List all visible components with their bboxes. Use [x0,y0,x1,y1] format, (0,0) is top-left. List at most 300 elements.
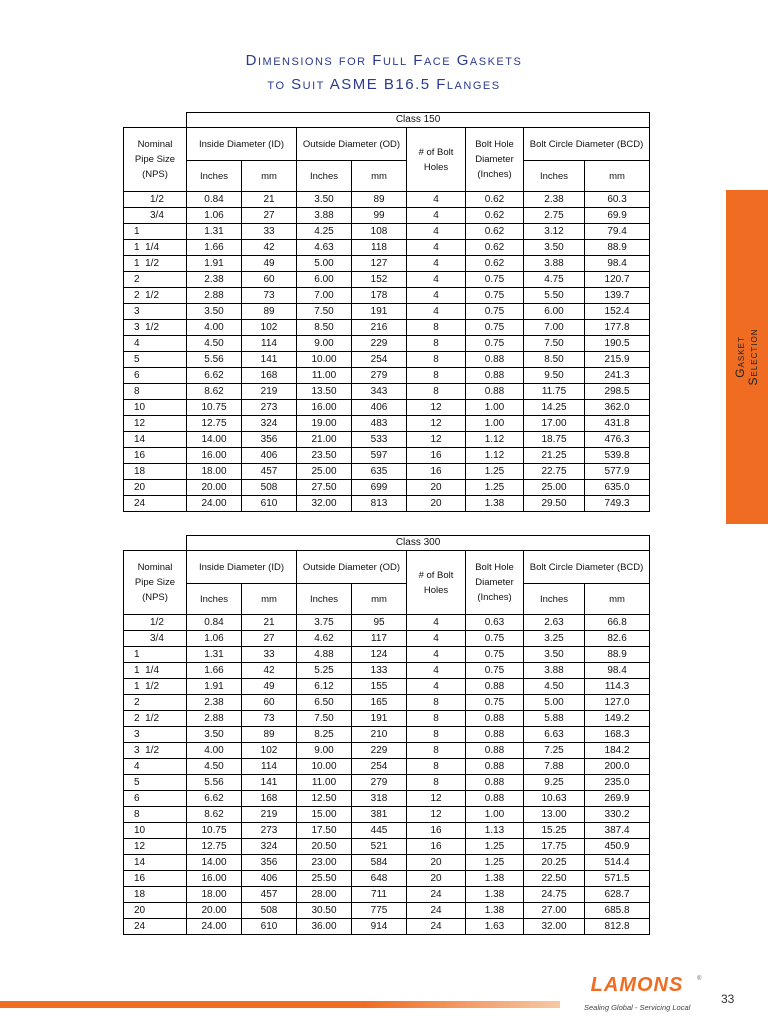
table-cell: 330.2 [585,807,650,823]
nps-cell: 18 [124,887,187,903]
table-cell: 699 [352,480,407,496]
table-cell: 4 [407,304,466,320]
table-cell: 7.88 [524,759,585,775]
table-cell: 3.88 [524,256,585,272]
table-cell: 20.00 [187,903,242,919]
table-row [124,839,650,855]
table-cell: 5.50 [524,288,585,304]
table-cell: 483 [352,416,407,432]
table-cell: 457 [242,887,297,903]
table-row [124,352,650,368]
table-cell: 381 [352,807,407,823]
nps-cell: 3/4 [124,631,187,647]
table-cell: 914 [352,919,407,935]
table-cell: 1.25 [466,839,524,855]
section-side-tab [726,190,768,524]
table-cell: 298.5 [585,384,650,400]
table-cell: 127 [352,256,407,272]
table-cell: 0.75 [466,336,524,352]
table-cell: 28.00 [297,887,352,903]
table-cell: 219 [242,807,297,823]
table-cell: 21 [242,615,297,631]
table-cell: 66.8 [585,615,650,631]
table-cell: 0.88 [466,791,524,807]
nps-cell: 14 [124,855,187,871]
table-cell: 273 [242,400,297,416]
table-row [124,480,650,496]
side-tab-label [734,328,760,385]
table-row [124,240,650,256]
table-row [124,304,650,320]
table-row [124,288,650,304]
table-cell: 597 [352,448,407,464]
table-cell: 19.00 [297,416,352,432]
table-cell: 69.9 [585,208,650,224]
table-cell: 343 [352,384,407,400]
bcd-header: Bolt Circle Diameter (BCD) [524,551,650,584]
nps-cell: 2 1/2 [124,288,187,304]
table-cell: 155 [352,679,407,695]
table-cell: 141 [242,352,297,368]
table-cell: 4 [407,679,466,695]
id-header: Inside Diameter (ID) [187,128,297,161]
table-cell: 88.9 [585,647,650,663]
table-cell: 124 [352,647,407,663]
nps-cell: 20 [124,903,187,919]
nps-cell: 1 1/4 [124,240,187,256]
bcd-header: Bolt Circle Diameter (BCD) [524,128,650,161]
bcd-inches-header: Inches [524,161,585,192]
table-cell: 1.91 [187,679,242,695]
table-cell: 102 [242,320,297,336]
table-cell: 4 [407,240,466,256]
table-cell: 1.38 [466,496,524,512]
table-cell: 3.75 [297,615,352,631]
table-cell: 0.75 [466,288,524,304]
nps-cell: 6 [124,791,187,807]
table-cell: 0.88 [466,743,524,759]
table-cell: 5.56 [187,775,242,791]
table-cell: 5.00 [297,256,352,272]
table-cell: 60 [242,272,297,288]
table-cell: 0.75 [466,647,524,663]
table-row [124,823,650,839]
table-cell: 577.9 [585,464,650,480]
table-cell: 1.91 [187,256,242,272]
table-row [124,631,650,647]
table-cell: 60 [242,695,297,711]
table-cell: 25.00 [297,464,352,480]
nps-cell: 16 [124,871,187,887]
table-cell: 14.25 [524,400,585,416]
table-cell: 508 [242,903,297,919]
table-row [124,256,650,272]
table-cell: 24 [407,919,466,935]
table-row [124,448,650,464]
table-cell: 152 [352,272,407,288]
nps-cell: 16 [124,448,187,464]
table-cell: 16 [407,464,466,480]
table-cell: 279 [352,775,407,791]
table-cell: 10.75 [187,400,242,416]
logo-tagline: Sealing Global - Servicing Local [584,1003,691,1012]
bcd-mm-header: mm [585,161,650,192]
table-row [124,871,650,887]
table-cell: 4 [407,256,466,272]
table-cell: 27 [242,631,297,647]
table-cell: 15.25 [524,823,585,839]
table-cell: 10.75 [187,823,242,839]
table-cell: 49 [242,679,297,695]
table-cell: 30.50 [297,903,352,919]
table-cell: 3.50 [297,192,352,208]
table-cell: 114 [242,336,297,352]
table-row [124,384,650,400]
nps-cell: 5 [124,775,187,791]
table-cell: 711 [352,887,407,903]
table-cell: 32.00 [524,919,585,935]
class-150-table [123,112,650,512]
page-subtitle: to Suit ASME B16.5 Flanges [267,76,501,93]
table-cell: 356 [242,855,297,871]
table-cell: 12 [407,400,466,416]
table-cell: 4.50 [524,679,585,695]
table-cell: 20 [407,496,466,512]
table-cell: 20 [407,871,466,887]
table-cell: 33 [242,224,297,240]
table-row [124,615,650,631]
table-cell: 168.3 [585,727,650,743]
table-cell: 476.3 [585,432,650,448]
table-cell: 17.50 [297,823,352,839]
table-cell: 120.7 [585,272,650,288]
table-cell: 1.38 [466,903,524,919]
table-row [124,695,650,711]
table-cell: 4 [407,615,466,631]
table-cell: 8 [407,384,466,400]
table-cell: 229 [352,743,407,759]
table-cell: 0.62 [466,224,524,240]
table-cell: 1.13 [466,823,524,839]
table-cell: 4.62 [297,631,352,647]
table-cell: 2.88 [187,711,242,727]
table-cell: 24 [407,887,466,903]
table-cell: 141 [242,775,297,791]
table-cell: 216 [352,320,407,336]
table-cell: 98.4 [585,256,650,272]
table-cell: 9.25 [524,775,585,791]
nps-cell: 5 [124,352,187,368]
nps-cell: 20 [124,480,187,496]
id-inches-header: Inches [187,584,242,615]
id-mm-header: mm [242,161,297,192]
table-cell: 8 [407,695,466,711]
table-cell: 3.88 [297,208,352,224]
table-row [124,272,650,288]
table-cell: 450.9 [585,839,650,855]
page-title: Dimensions for Full Face Gaskets [245,52,523,69]
table-cell: 3.50 [524,240,585,256]
table-cell: 139.7 [585,288,650,304]
table-cell: 210 [352,727,407,743]
table-cell: 168 [242,368,297,384]
table-cell: 16 [407,823,466,839]
footer-bar [0,1001,560,1008]
table-cell: 235.0 [585,775,650,791]
nps-cell: 3 1/2 [124,320,187,336]
table-cell: 165 [352,695,407,711]
table-cell: 356 [242,432,297,448]
nps-cell: 24 [124,496,187,512]
table-cell: 445 [352,823,407,839]
nps-header: Nominal Pipe Size (NPS) [124,128,187,192]
table-cell: 7.50 [297,304,352,320]
table-cell: 279 [352,368,407,384]
table-cell: 0.62 [466,256,524,272]
class-header: Class 300 [187,536,650,551]
table-cell: 533 [352,432,407,448]
nps-cell: 6 [124,368,187,384]
table-cell: 215.9 [585,352,650,368]
table-cell: 8 [407,727,466,743]
table-cell: 12 [407,807,466,823]
nps-cell: 4 [124,336,187,352]
nps-cell: 1 1/2 [124,679,187,695]
table-cell: 6.63 [524,727,585,743]
od-header: Outside Diameter (OD) [297,551,407,584]
table-cell: 2.38 [524,192,585,208]
table-cell: 89 [242,727,297,743]
table-cell: 4.88 [297,647,352,663]
table-cell: 10.00 [297,352,352,368]
table-cell: 21.00 [297,432,352,448]
table-row [124,919,650,935]
table-cell: 254 [352,759,407,775]
table-row [124,711,650,727]
table-cell: 21.25 [524,448,585,464]
table-cell: 0.84 [187,192,242,208]
table-cell: 0.63 [466,615,524,631]
nps-cell: 1 1/4 [124,663,187,679]
bcd-inches-header: Inches [524,584,585,615]
table-cell: 4.00 [187,320,242,336]
table-cell: 8.50 [524,352,585,368]
nps-cell: 2 [124,272,187,288]
table-cell: 23.00 [297,855,352,871]
table-cell: 24.75 [524,887,585,903]
table-body [124,192,650,512]
table-row [124,208,650,224]
table-cell: 27 [242,208,297,224]
table-cell: 88.9 [585,240,650,256]
table-cell: 16 [407,839,466,855]
table-cell: 27.00 [524,903,585,919]
table-cell: 6.00 [297,272,352,288]
table-cell: 12.75 [187,416,242,432]
table-cell: 9.50 [524,368,585,384]
table-cell: 16 [407,448,466,464]
table-cell: 2.75 [524,208,585,224]
table-cell: 1.38 [466,871,524,887]
table-cell: 18.75 [524,432,585,448]
table-cell: 149.2 [585,711,650,727]
table-cell: 177.8 [585,320,650,336]
table-row [124,807,650,823]
table-cell: 79.4 [585,224,650,240]
table-cell: 0.75 [466,663,524,679]
table-cell: 2.63 [524,615,585,631]
table-cell: 12.75 [187,839,242,855]
table-cell: 7.50 [524,336,585,352]
class-300-table [123,535,650,935]
table-cell: 6.62 [187,368,242,384]
table-cell: 635.0 [585,480,650,496]
id-inches-header: Inches [187,161,242,192]
table-cell: 1.12 [466,448,524,464]
nps-cell: 3/4 [124,208,187,224]
table-cell: 95 [352,615,407,631]
table-cell: 22.50 [524,871,585,887]
table-cell: 15.00 [297,807,352,823]
table-cell: 0.75 [466,272,524,288]
table-cell: 0.75 [466,695,524,711]
nps-header: Nominal Pipe Size (NPS) [124,551,187,615]
nps-cell: 4 [124,759,187,775]
nps-cell: 24 [124,919,187,935]
bolt-holes-header: # of Bolt Holes [407,551,466,615]
table-cell: 0.75 [466,631,524,647]
table-cell: 24.00 [187,496,242,512]
table-cell: 8 [407,352,466,368]
table-cell: 89 [352,192,407,208]
table-row [124,647,650,663]
nps-cell: 3 1/2 [124,743,187,759]
table-cell: 431.8 [585,416,650,432]
table-cell: 16.00 [187,448,242,464]
table-cell: 11.00 [297,368,352,384]
table-cell: 7.00 [524,320,585,336]
nps-cell: 8 [124,807,187,823]
table-cell: 1.66 [187,663,242,679]
nps-cell: 1 [124,224,187,240]
table-cell: 6.50 [297,695,352,711]
table-cell: 5.56 [187,352,242,368]
table-cell: 3.12 [524,224,585,240]
table-cell: 3.50 [187,727,242,743]
table-cell: 10.00 [297,759,352,775]
table-cell: 108 [352,224,407,240]
table-cell: 178 [352,288,407,304]
nps-cell: 1 1/2 [124,256,187,272]
od-inches-header: Inches [297,584,352,615]
table-cell: 1.66 [187,240,242,256]
table-cell: 133 [352,663,407,679]
table-cell: 3.50 [524,647,585,663]
table-cell: 102 [242,743,297,759]
table-cell: 9.00 [297,336,352,352]
table-cell: 3.25 [524,631,585,647]
table-cell: 0.88 [466,384,524,400]
table-cell: 114.3 [585,679,650,695]
table-cell: 813 [352,496,407,512]
table-cell: 521 [352,839,407,855]
table-cell: 12 [407,791,466,807]
table-cell: 25.00 [524,480,585,496]
table-cell: 2.38 [187,695,242,711]
table-cell: 27.50 [297,480,352,496]
table-cell: 152.4 [585,304,650,320]
table-cell: 5.25 [297,663,352,679]
nps-cell: 1/2 [124,192,187,208]
bcd-mm-header: mm [585,584,650,615]
table-cell: 8 [407,368,466,384]
nps-cell: 18 [124,464,187,480]
table-cell: 14.00 [187,855,242,871]
table-cell: 219 [242,384,297,400]
table-cell: 8.25 [297,727,352,743]
table-cell: 20.00 [187,480,242,496]
od-mm-header: mm [352,161,407,192]
table-cell: 8 [407,711,466,727]
table-cell: 6.62 [187,791,242,807]
blank-corner [124,113,187,128]
table-cell: 229 [352,336,407,352]
table-cell: 0.88 [466,711,524,727]
table-cell: 610 [242,496,297,512]
table-cell: 12 [407,416,466,432]
table-row [124,192,650,208]
table-cell: 118 [352,240,407,256]
table-cell: 18.00 [187,464,242,480]
table-cell: 508 [242,480,297,496]
nps-cell: 8 [124,384,187,400]
nps-cell: 3 [124,727,187,743]
table-cell: 24 [407,903,466,919]
table-row [124,416,650,432]
table-cell: 14.00 [187,432,242,448]
table-row [124,679,650,695]
table-cell: 406 [242,871,297,887]
table-cell: 191 [352,711,407,727]
bolt-holes-header: # of Bolt Holes [407,128,466,192]
table-row [124,320,650,336]
table-cell: 98.4 [585,663,650,679]
table-cell: 1.31 [187,647,242,663]
table-cell: 241.3 [585,368,650,384]
od-mm-header: mm [352,584,407,615]
table-cell: 4.25 [297,224,352,240]
nps-cell: 3 [124,304,187,320]
table-cell: 16.00 [187,871,242,887]
id-header: Inside Diameter (ID) [187,551,297,584]
table-cell: 387.4 [585,823,650,839]
table-cell: 0.88 [466,727,524,743]
table-cell: 2.88 [187,288,242,304]
table-cell: 571.5 [585,871,650,887]
table-cell: 457 [242,464,297,480]
table-cell: 4 [407,208,466,224]
bolt-hole-diameter-header: Bolt Hole Diameter (Inches) [466,128,524,192]
table-cell: 628.7 [585,887,650,903]
table-row [124,432,650,448]
table-cell: 8.62 [187,384,242,400]
table-cell: 184.2 [585,743,650,759]
table-cell: 20.25 [524,855,585,871]
lamons-logo [576,974,706,1014]
table-row [124,663,650,679]
table-cell: 1.38 [466,887,524,903]
table-cell: 4.63 [297,240,352,256]
